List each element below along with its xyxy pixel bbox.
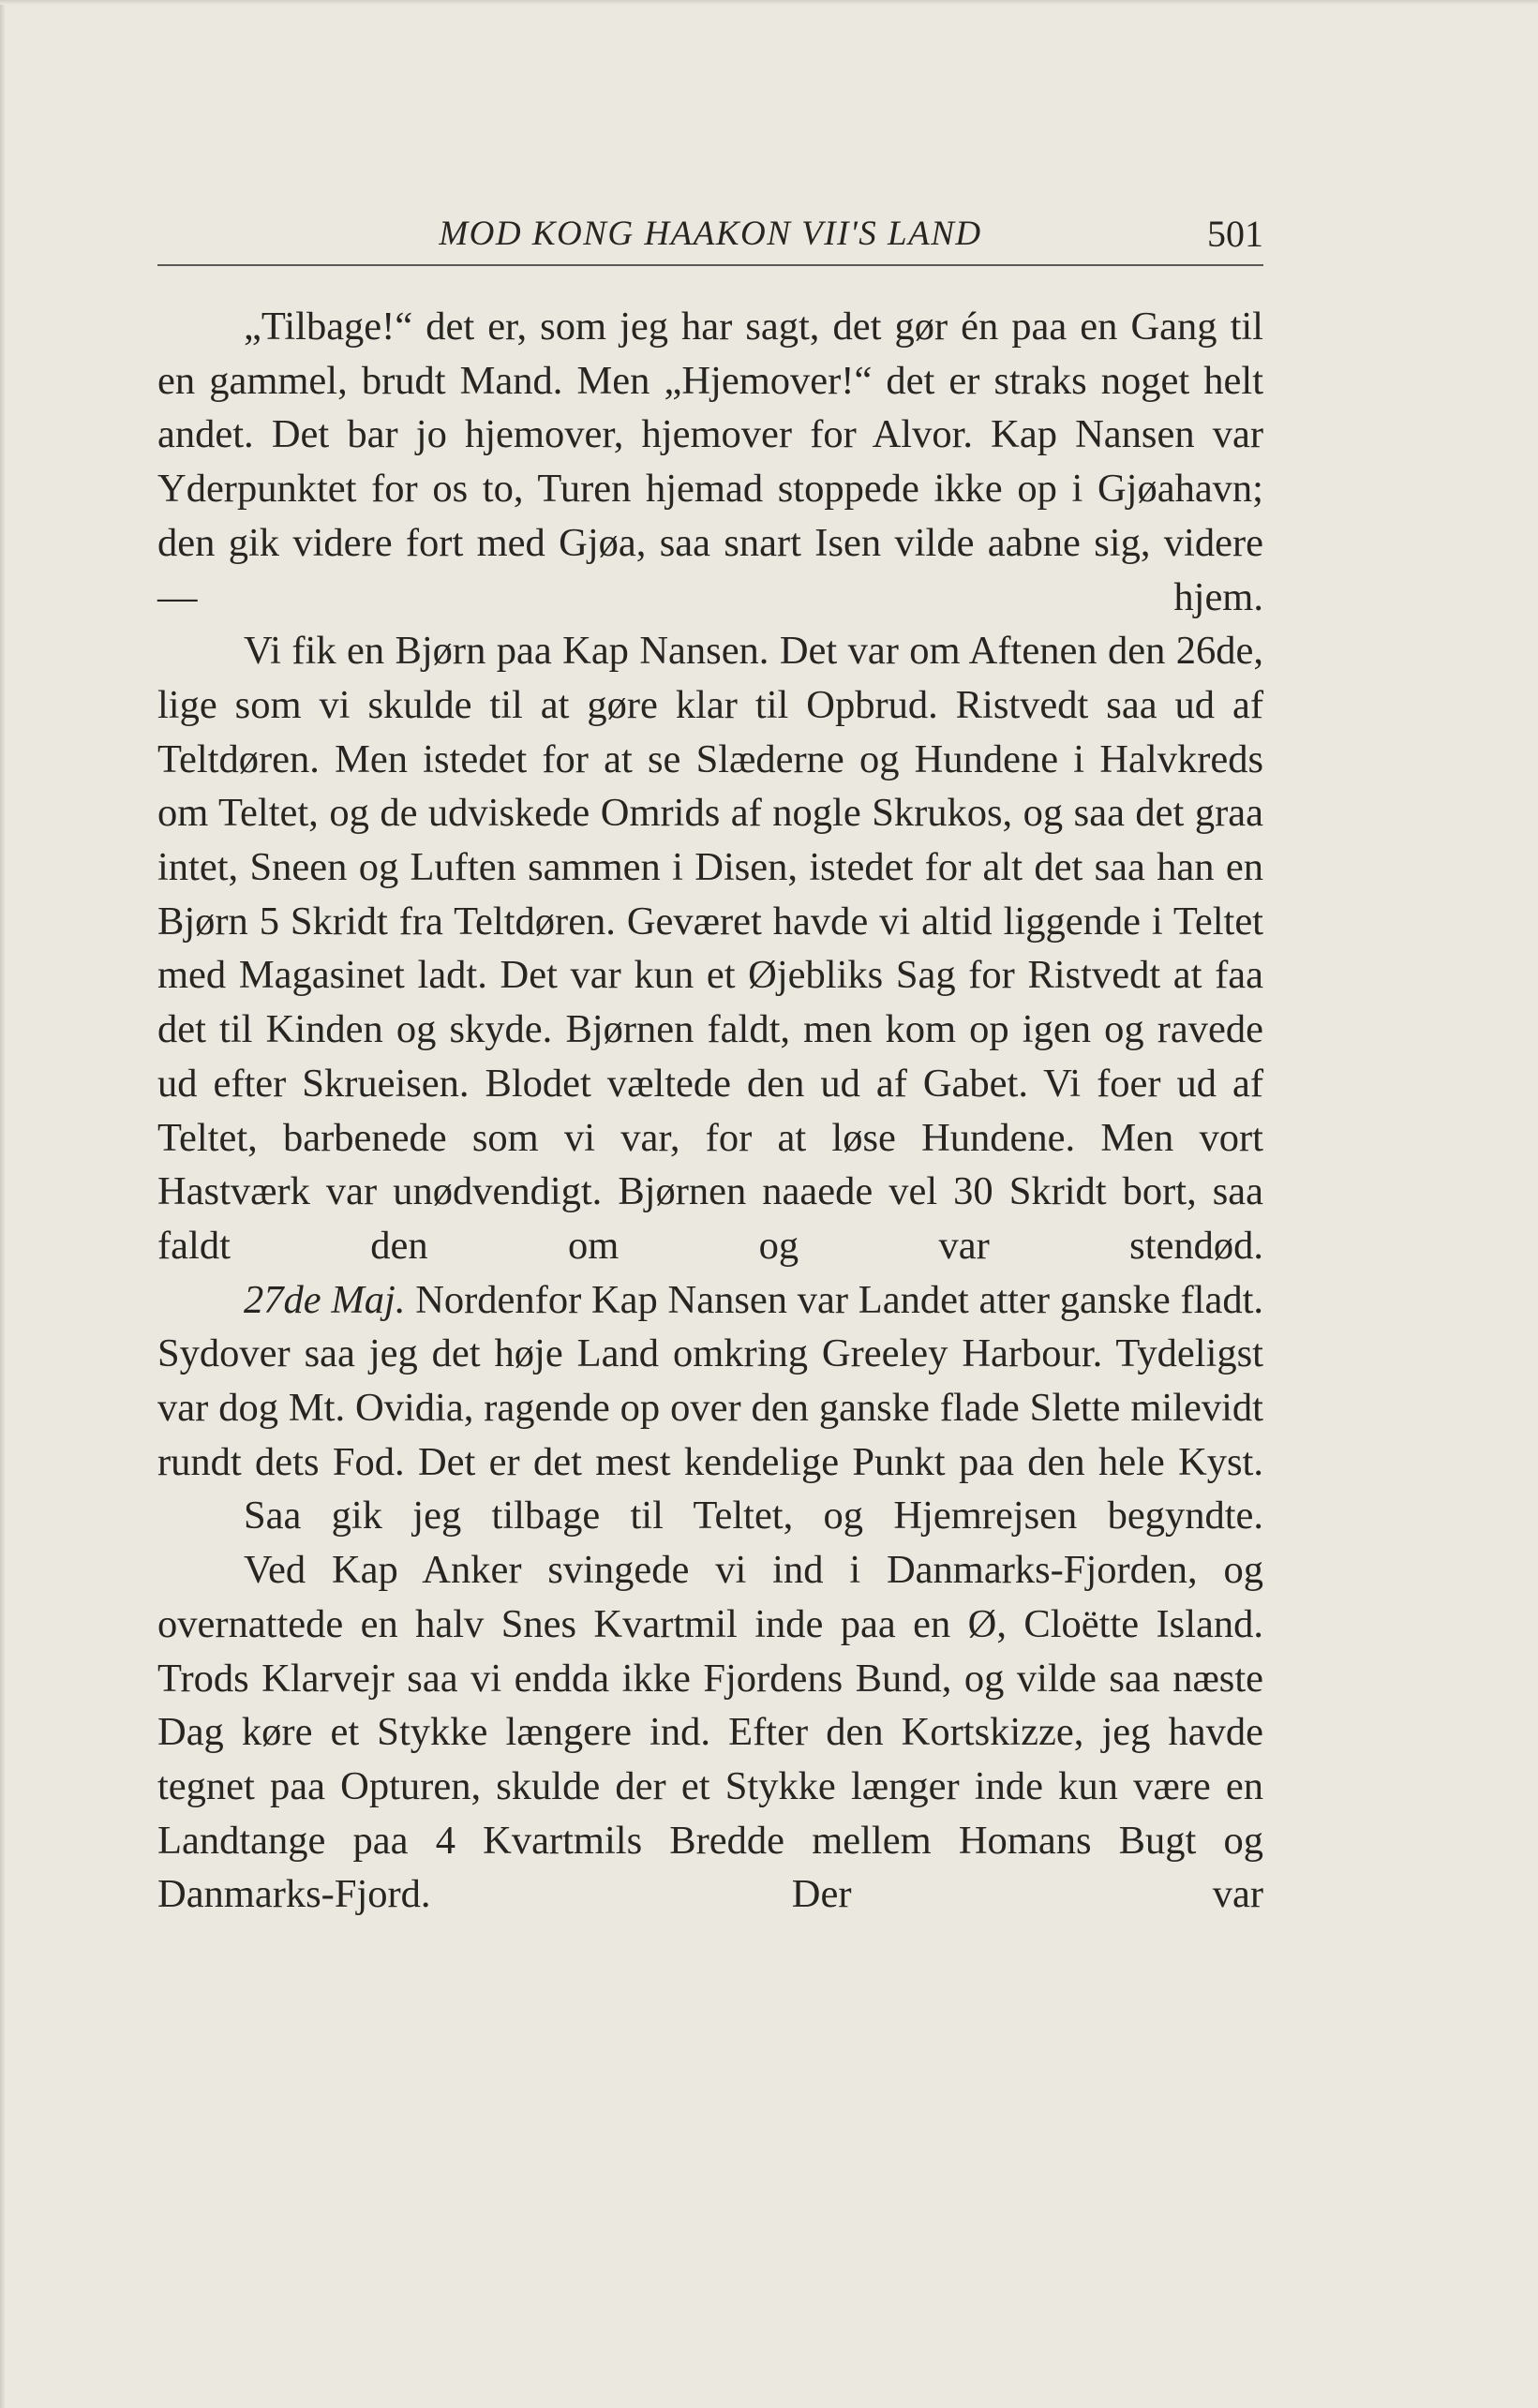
paragraph-3 bbox=[157, 1273, 1263, 1490]
paragraph-1: „Tilbage!“ det er, som jeg har sagt, det gør én paa en Gang til en gammel, brudt Mand. Men „Hjemover!“ det er straks noget helt andet. Det bar jo hjemover, hjemover for Alvor. Kap Nansen var Yderpunktet for os to, Turen hjemad stoppede ikke op i Gjøahavn; den gik videre fort med Gjøa, saa snart Isen vilde aabne sig, videre — hjem. bbox=[157, 305, 1263, 619]
page-edge-shadow bbox=[0, 0, 6, 2408]
paragraph-5: Ved Kap Anker svingede vi ind i Danmarks-Fjorden, og overnattede en halv Snes Kvartmil inde paa en Ø, Cloëtte Island. Trods Klarvejr saa vi endda ikke Fjordens Bund, og vilde saa næste Dag køre et Stykke længere ind. Efter den Kortskizze, jeg havde tegnet paa Opturen, skulde der et Stykke længer inde kun være en Landtange paa 4 Kvartmils Bredde mellem Homans Bugt og Danmarks-Fjord. Der var bbox=[157, 1548, 1263, 1917]
page-header bbox=[157, 208, 1263, 266]
paragraph-4: Saa gik jeg tilbage til Teltet, og Hjemrejsen begyndte. bbox=[244, 1494, 1263, 1538]
page-body bbox=[157, 300, 1263, 1922]
paragraph-3-text: Nordenfor Kap Nansen var Landet atter ganske fladt. Sydover saa jeg det høje Land omkring Greeley Harbour. Tydeligst var dog Mt. Ovidia, ragende op over den ganske flade Slette milevidt rundt dets Fod. Det er det mest kendelige Punkt paa den hele Kyst. bbox=[157, 1277, 1264, 1484]
running-title: MOD KONG HAAKON VII'S LAND bbox=[439, 215, 982, 253]
paragraph-2: Vi fik en Bjørn paa Kap Nansen. Det var om Aftenen den 26de, lige som vi skulde til at gøre klar til Opbrud. Ristvedt saa ud af Teltdøren. Men istedet for at se Slæderne og Hundene i Halvkreds om Teltet, og de udviskede Omrids af nogle Skrukos, og saa det graa intet, Sneen og Luften sammen i Disen, istedet for alt det saa han en Bjørn 5 Skridt fra Teltdøren. Geværet havde vi altid liggende i Teltet med Magasinet ladt. Det var kun et Øjebliks Sag for Ristvedt at faa det til Kinden og skyde. Bjørnen faldt, men kom op igen og ravede ud efter Skrueisen. Blodet væltede den ud af Gabet. Vi foer ud af Teltet, barbenede som vi var, for at løse Hundene. Men vort Hastværk var unødvendigt. Bjørnen naaede vel 30 Skridt bort, saa faldt den om og var stendød. bbox=[157, 629, 1263, 1268]
page-number: 501 bbox=[1207, 213, 1263, 255]
diary-date: 27de Maj. bbox=[244, 1277, 406, 1322]
page-edge-shadow-top bbox=[0, 0, 1538, 5]
